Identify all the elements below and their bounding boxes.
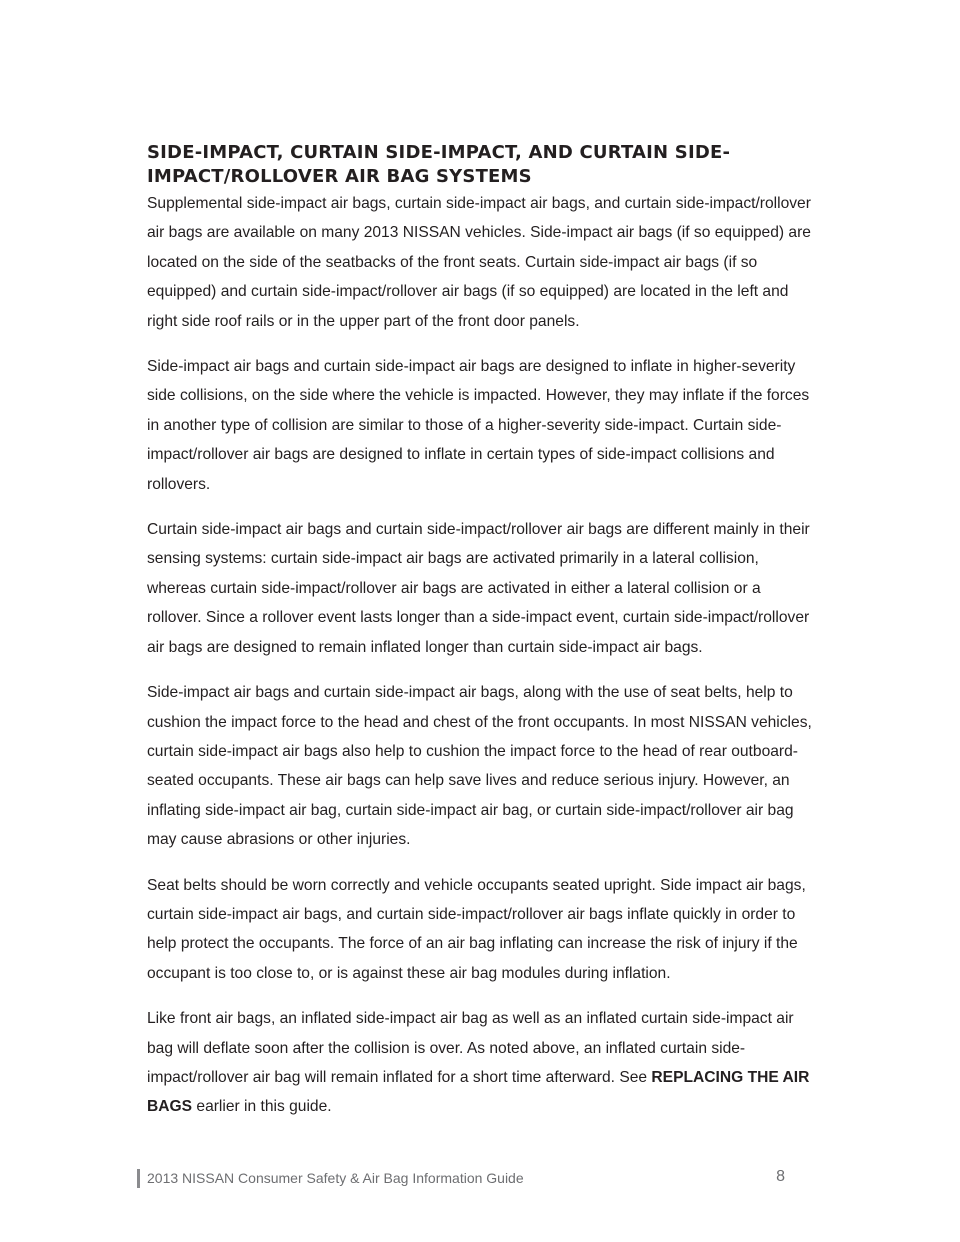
page-number: 8 <box>776 1168 785 1185</box>
paragraph-6-text-after: earlier in this guide. <box>192 1098 332 1116</box>
paragraph-6 <box>147 1004 817 1122</box>
paragraph-6-text-before: Like front air bags, an inflated side-impact air bag as well as an inflated curtain side-impact air bag will deflate soon after the collision is over. As noted above, an inflated curtain side-impact/rollover air bag will remain inflated for a short time afterward. See <box>147 1010 794 1086</box>
footer-divider <box>137 1169 140 1188</box>
paragraph-3: Curtain side-impact air bags and curtain side-impact/rollover air bags are different mainly in their sensing systems: curtain side-impact air bags are activated primarily in a lateral collision, whereas curtain side-impact/rollover air bags are activated in either a lateral collision or a rollover. Since a rollover event lasts longer than a side-impact event, curtain side-impact/rollover air bags are designed to remain inflated longer than curtain side-impact air bags. <box>147 521 810 656</box>
section-title: SIDE-IMPACT, CURTAIN SIDE-IMPACT, AND CURTAIN SIDE-IMPACT/ROLLOVER AIR BAG SYSTEMS <box>147 142 731 187</box>
document-body <box>147 141 817 1138</box>
paragraph-2: Side-impact air bags and curtain side-impact air bags are designed to inflate in higher-severity side collisions, on the side where the vehicle is impacted. However, they may inflate if the forces in another type of collision are similar to those of a higher-severity side-impact. Curtain side-impact/rollover air bags are designed to inflate in certain types of side-impact collisions and rollovers. <box>147 358 810 493</box>
paragraph-1: Supplemental side-impact air bags, curtain side-impact air bags, and curtain side-impact/rollover air bags are available on many 2013 NISSAN vehicles. Side-impact air bags (if so equipped) are located on the side of the seatbacks of the front seats. Curtain side-impact air bags (if so equipped) and curtain side-impact/rollover air bags (if so equipped) are located in the left and right side roof rails or in the upper part of the front door panels. <box>147 195 811 330</box>
footer-guide-title: 2013 NISSAN Consumer Safety & Air Bag Information Guide <box>147 1170 524 1186</box>
replacing-air-bags-reference: REPLACING THE AIR BAGS <box>147 1068 810 1116</box>
paragraph-5: Seat belts should be worn correctly and vehicle occupants seated upright. Side impact air bags, curtain side-impact air bags, and curtain side-impact/rollover air bags inflate quickly in order to help protect the occupants. The force of an air bag inflating can increase the risk of injury if the occupant is too close to, or is against these air bag modules during inflation. <box>147 876 806 982</box>
page-footer <box>137 1168 785 1190</box>
paragraph-4: Side-impact air bags and curtain side-impact air bags, along with the use of seat belts, help to cushion the impact force to the head and chest of the front occupants. In most NISSAN vehicles, curtain side-impact air bags also help to cushion the impact force to the head of rear outboard-seated occupants. These air bags can help save lives and reduce serious injury. However, an inflating side-impact air bag, curtain side-impact air bag, or curtain side-impact/rollover air bag may cause abrasions or other injuries. <box>147 684 812 849</box>
